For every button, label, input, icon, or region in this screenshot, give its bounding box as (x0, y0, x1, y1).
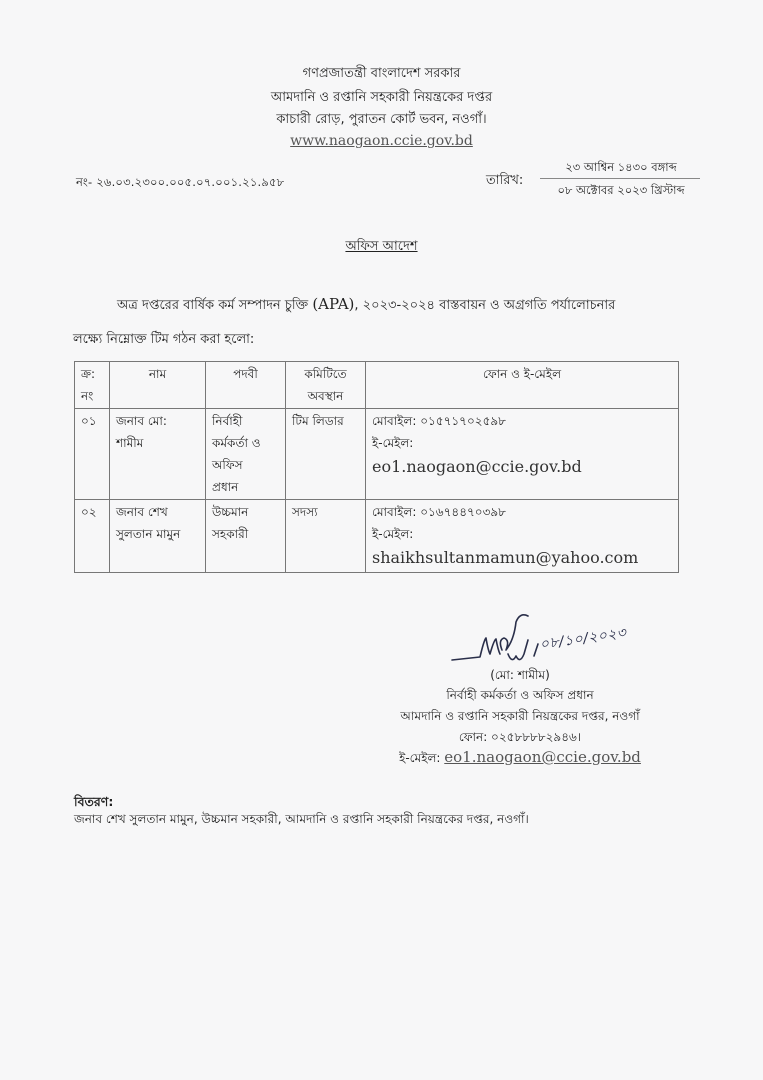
row1-designation-line1: নির্বাহী (212, 414, 243, 428)
para-part2: , ২০২৩-২০২৪ বাস্তবায়ন ও অগ্রগতি পর্যালোচনার (354, 298, 616, 313)
row2-name-line1: জনাব শেখ (116, 505, 168, 519)
handwritten-signature (450, 610, 540, 672)
distribution-title: বিতরণ: (74, 794, 114, 809)
row2-serial: ০২ (75, 500, 110, 573)
row1-email-label: ই-মেইল: (372, 436, 414, 450)
table-row (75, 409, 679, 500)
body-paragraph-line2: লক্ষ্যে নিম্নোক্ত টিম গঠন করা হলো: (73, 332, 255, 347)
header-serial-line2: নং (81, 389, 94, 403)
row2-name-line2: সুলতান মামুন (116, 527, 181, 541)
row2-designation (206, 500, 286, 573)
row2-role: সদস্য (286, 500, 366, 573)
signature-handwritten-date: ০৮/১০/২০২৩ (538, 624, 628, 653)
header-committee-line2: অবস্থান (307, 389, 344, 403)
office-website-link[interactable]: www.naogaon.ccie.gov.bd (290, 133, 473, 149)
distribution-text: জনাব শেখ সুলতান মামুন, উচ্চমান সহকারী, আমদানি ও রপ্তানি সহকারী নিয়ন্ত্রকের দপ্তর, নওগাঁ। (74, 812, 529, 826)
date-divider (540, 178, 700, 179)
header-name: নাম (110, 362, 206, 409)
date-label: তারিখ: (486, 173, 524, 188)
body-paragraph-line1 (117, 295, 615, 317)
header-designation: পদবী (206, 362, 286, 409)
signatory-phone: ফোন: ০২৫৮৮৮৮২৯৪৬। (458, 730, 582, 744)
office-website-wrap (0, 131, 763, 152)
row2-email[interactable]: shaikhsultanmamun@yahoo.com (372, 548, 639, 567)
row1-name-line2: শামীম (116, 436, 144, 450)
row1-role: টিম লিডার (286, 409, 366, 500)
document-title-wrap (0, 237, 763, 258)
row2-designation-line2: সহকারী (212, 527, 249, 541)
header-committee-position (286, 362, 366, 409)
row2-mobile: মোবাইল: ০১৬৭৪৪৭০৩৯৮ (372, 505, 506, 519)
row1-name (110, 409, 206, 500)
row1-name-line1: জনাব মো: (116, 414, 167, 428)
row2-name (110, 500, 206, 573)
row1-mobile: মোবাইল: ০১৫৭১৭০২৫৯৮ (372, 414, 506, 428)
signatory-email[interactable]: eo1.naogaon@ccie.gov.bd (444, 748, 641, 766)
date-gregorian: ০৮ অক্টোবর ২০২৩ খ্রিস্টাব্দ (557, 183, 685, 197)
government-name: গণপ্রজাতন্ত্রী বাংলাদেশ সরকার (302, 66, 461, 81)
row1-serial: ০১ (75, 409, 110, 500)
row2-contact (366, 500, 679, 573)
signatory-email-label: ই-মেইল: (399, 751, 441, 765)
signatory-email-row (340, 747, 700, 768)
header-committee-line1: কমিটিতে (304, 367, 347, 381)
row1-contact (366, 409, 679, 500)
header-contact: ফোন ও ই-মেইল (366, 362, 679, 409)
para-apa: (APA) (312, 295, 355, 313)
header-serial-line1: ক্র: (81, 367, 96, 381)
row1-email[interactable]: eo1.naogaon@ccie.gov.bd (372, 457, 582, 476)
document-title: অফিস আদেশ (345, 239, 418, 254)
row2-designation-line1: উচ্চমান (212, 505, 249, 519)
signatory-name: (মো: শামীম) (490, 668, 550, 682)
row1-designation (206, 409, 286, 500)
row1-designation-line2: কর্মকর্তা ও (212, 436, 261, 450)
signatory-office: আমদানি ও রপ্তানি সহকারী নিয়ন্ত্রকের দপ্তর, নওগাঁ (400, 709, 640, 723)
row1-designation-line3: অফিস (212, 458, 243, 472)
date-bengali: ২৩ আশ্বিন ১৪৩০ বঙ্গাব্দ (565, 160, 677, 174)
row1-designation-line4: প্রধান (212, 480, 239, 494)
team-table (74, 361, 679, 573)
header-serial (75, 362, 110, 409)
reference-number: নং- ২৬.০৩.২৩০০.০০৫.০৭.০০১.২১.৯৫৮ (76, 175, 285, 189)
office-address: কাচারী রোড়, পুরাতন কোর্ট ভবন, নওগাঁ। (276, 112, 487, 127)
table-header-row (75, 362, 679, 409)
table-row (75, 500, 679, 573)
signatory-designation: নির্বাহী কর্মকর্তা ও অফিস প্রধান (446, 688, 594, 702)
para-part1: অত্র দপ্তরের বার্ষিক কর্ম সম্পাদন চুক্তি (117, 298, 313, 313)
row2-email-label: ই-মেইল: (372, 527, 414, 541)
office-name: আমদানি ও রপ্তানি সহকারী নিয়ন্ত্রকের দপ্তর (270, 90, 493, 105)
